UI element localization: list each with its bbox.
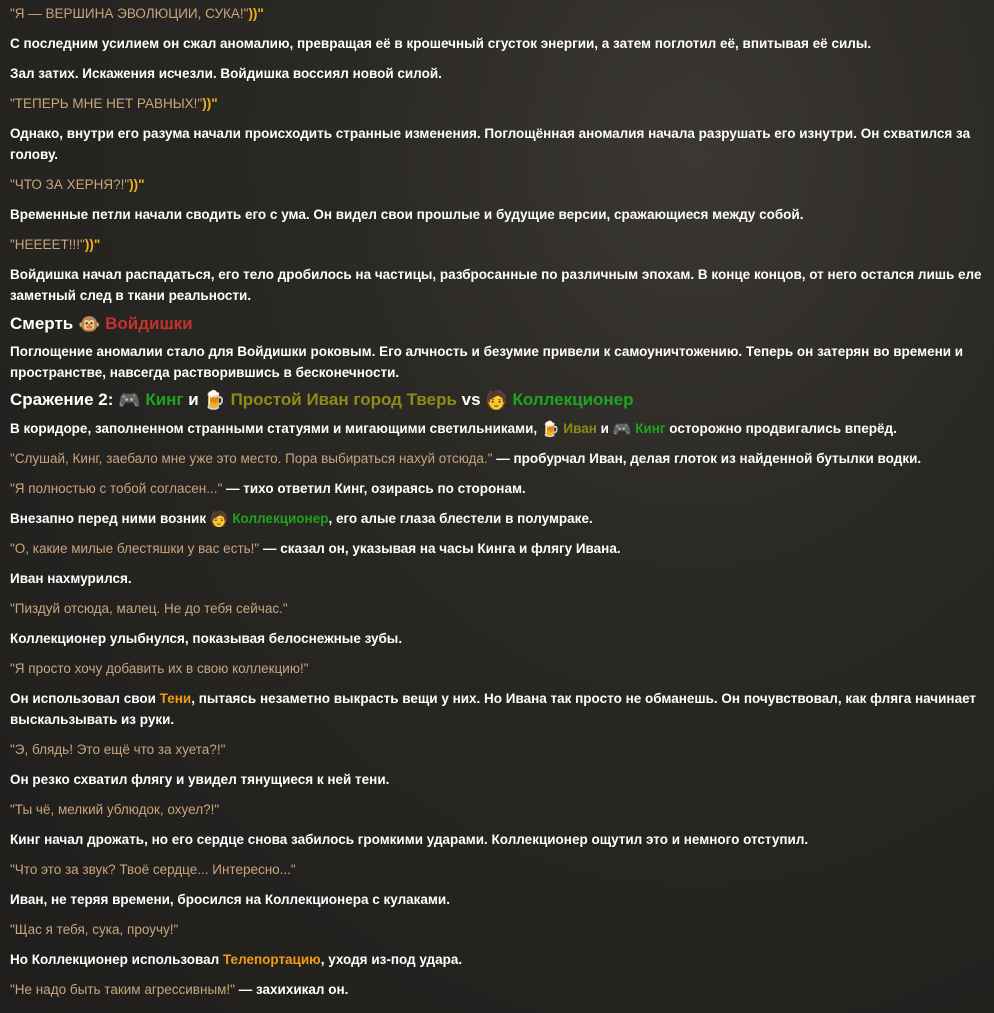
quote-23: "Ты чё, мелкий ублюдок, охуел?!" [10, 802, 220, 817]
text: осторожно продвигались вперёд. [669, 421, 897, 436]
narration: — захихикал он. [238, 982, 349, 997]
quote-1 [10, 3, 984, 24]
ivan-name: Иван [563, 421, 597, 436]
quote-8 [10, 234, 984, 255]
quote-tail: ))" [129, 177, 145, 192]
quote-27: "Щас я тебя, сука, проучу!" [10, 922, 179, 937]
heading-text: Сражение 2: [10, 390, 114, 409]
person-icon: 🧑 [209, 511, 229, 528]
text: Но Коллекционер использовал [10, 952, 220, 967]
paragraph-26: Иван, не теряя времени, бросился на Коллекционера с кулаками. [10, 892, 450, 907]
battle-heading [10, 388, 984, 412]
quote-6 [10, 174, 984, 195]
shadows-skill: Тени [159, 691, 192, 706]
quote-25: "Что это за звук? Твоё сердце... Интересно..." [10, 862, 296, 877]
text: , уходя из-под удара. [320, 952, 463, 967]
paragraph-7: Временные петли начали сводить его с ума. Он видел свои прошлые и будущие версии, сражающиеся между собой. [10, 207, 804, 222]
quote-12 [10, 448, 984, 469]
quote-29 [10, 979, 984, 1000]
quote-15 [10, 538, 984, 559]
person-icon: 🧑 [485, 390, 508, 410]
teleport-skill: Телепортацию [222, 952, 321, 967]
narration: — пробурчал Иван, делая глоток из найденной бутылки водки. [496, 451, 922, 466]
quote-text: "НЕЕЕЕТ!!!" [10, 237, 85, 252]
paragraph-3: Зал затих. Искажения исчезли. Войдишка воссиял новой силой. [10, 66, 442, 81]
quote-tail: ))" [248, 6, 264, 21]
narration: — тихо ответил Кинг, озираясь по сторонам. [226, 481, 526, 496]
paragraph-2: С последним усилием он сжал аномалию, превращая её в крошечный сгусток энергии, а затем поглотил её, впитывая её силы. [10, 36, 872, 51]
quote-4 [10, 93, 984, 114]
paragraph-18: Коллекционер улыбнулся, показывая белоснежные зубы. [10, 631, 403, 646]
paragraph-11 [10, 418, 984, 439]
paragraph-22: Он резко схватил флягу и увидел тянущиеся к ней тени. [10, 772, 390, 787]
paragraph-10: Поглощение аномалии стало для Войдишки роковым. Его алчность и безумие привели к самоуничтожению. Теперь он затерян во времени и пространстве, навсегда растворившись в бесконечности. [10, 344, 964, 380]
beer-icon: 🍺 [540, 421, 560, 438]
text: , его алые глаза блестели в полумраке. [328, 511, 593, 526]
vs-text: vs [461, 390, 481, 409]
text: Внезапно перед ними возник [10, 511, 207, 526]
text: В коридоре, заполненном странными статуями и мигающими светильниками, [10, 421, 538, 436]
paragraph-14 [10, 508, 984, 529]
quote-tail: ))" [84, 237, 101, 252]
king-name: Кинг [145, 390, 184, 409]
gamepad-icon: 🎮 [118, 390, 141, 410]
collector-name: Коллекционер [232, 511, 329, 526]
quote-text: "ТЕПЕРЬ МНЕ НЕТ РАВНЫХ!" [10, 96, 203, 111]
paragraph-24: Кинг начал дрожать, но его сердце снова забилось громкими ударами. Коллекционер ощутил это и немного отступил. [10, 832, 809, 847]
paragraph-9: Войдишка начал распадаться, его тело дробилось на частицы, разбросанные по различным эпохам. В конце концов, от него остался лишь еле заметный след в ткани реальности. [10, 267, 982, 303]
quote-text: "ЧТО ЗА ХЕРНЯ?!" [10, 177, 130, 192]
text: Он использовал свои [10, 691, 156, 706]
quote-text: "Я полностью с тобой согласен..." [10, 481, 223, 496]
quote-text: "Не надо быть таким агрессивным!" [10, 982, 235, 997]
quote-text: "Слушай, Кинг, заебало мне уже это место. Пора выбираться нахуй отсюда." [10, 451, 493, 466]
paragraph-20 [10, 688, 984, 730]
quote-21: "Э, блядь! Это ещё что за хуета?!" [10, 742, 226, 757]
paragraph-16: Иван нахмурился. [10, 571, 132, 586]
quote-tail: ))" [202, 96, 218, 111]
gamepad-icon: 🎮 [612, 421, 632, 438]
paragraph-28 [10, 949, 984, 970]
ivan-name: Простой Иван город Тверь [230, 390, 457, 409]
quote-17: "Пиздуй отсюда, малец. Не до тебя сейчас." [10, 601, 288, 616]
death-heading [10, 312, 984, 336]
beer-icon: 🍺 [203, 390, 226, 410]
narration: — сказал он, указывая на часы Кинга и флягу Ивана. [262, 541, 621, 556]
collector-name: Коллекционер [512, 390, 634, 409]
king-name: Кинг [635, 421, 666, 436]
quote-19: "Я просто хочу добавить их в свою коллекцию!" [10, 661, 309, 676]
and-text: и [600, 421, 609, 436]
heading-text: Смерть [10, 314, 74, 333]
paragraph-5: Однако, внутри его разума начали происходить странные изменения. Поглощённая аномалия начала разрушать его изнутри. Он схватился за голову. [10, 126, 971, 162]
quote-13 [10, 478, 984, 499]
quote-text: "Я — ВЕРШИНА ЭВОЛЮЦИИ, СУКА!" [10, 6, 249, 21]
text: , пытаясь незаметно выкрасть вещи у них. Но Ивана так просто не обманешь. Он почувствовал, как фляга начинает выскальзывать из руки. [10, 691, 977, 727]
voidishka-name: Войдишки [105, 314, 193, 333]
monkey-icon: 🐵 [77, 314, 101, 334]
and-text: и [188, 390, 199, 409]
quote-text: "О, какие милые блестяшки у вас есть!" [10, 541, 260, 556]
